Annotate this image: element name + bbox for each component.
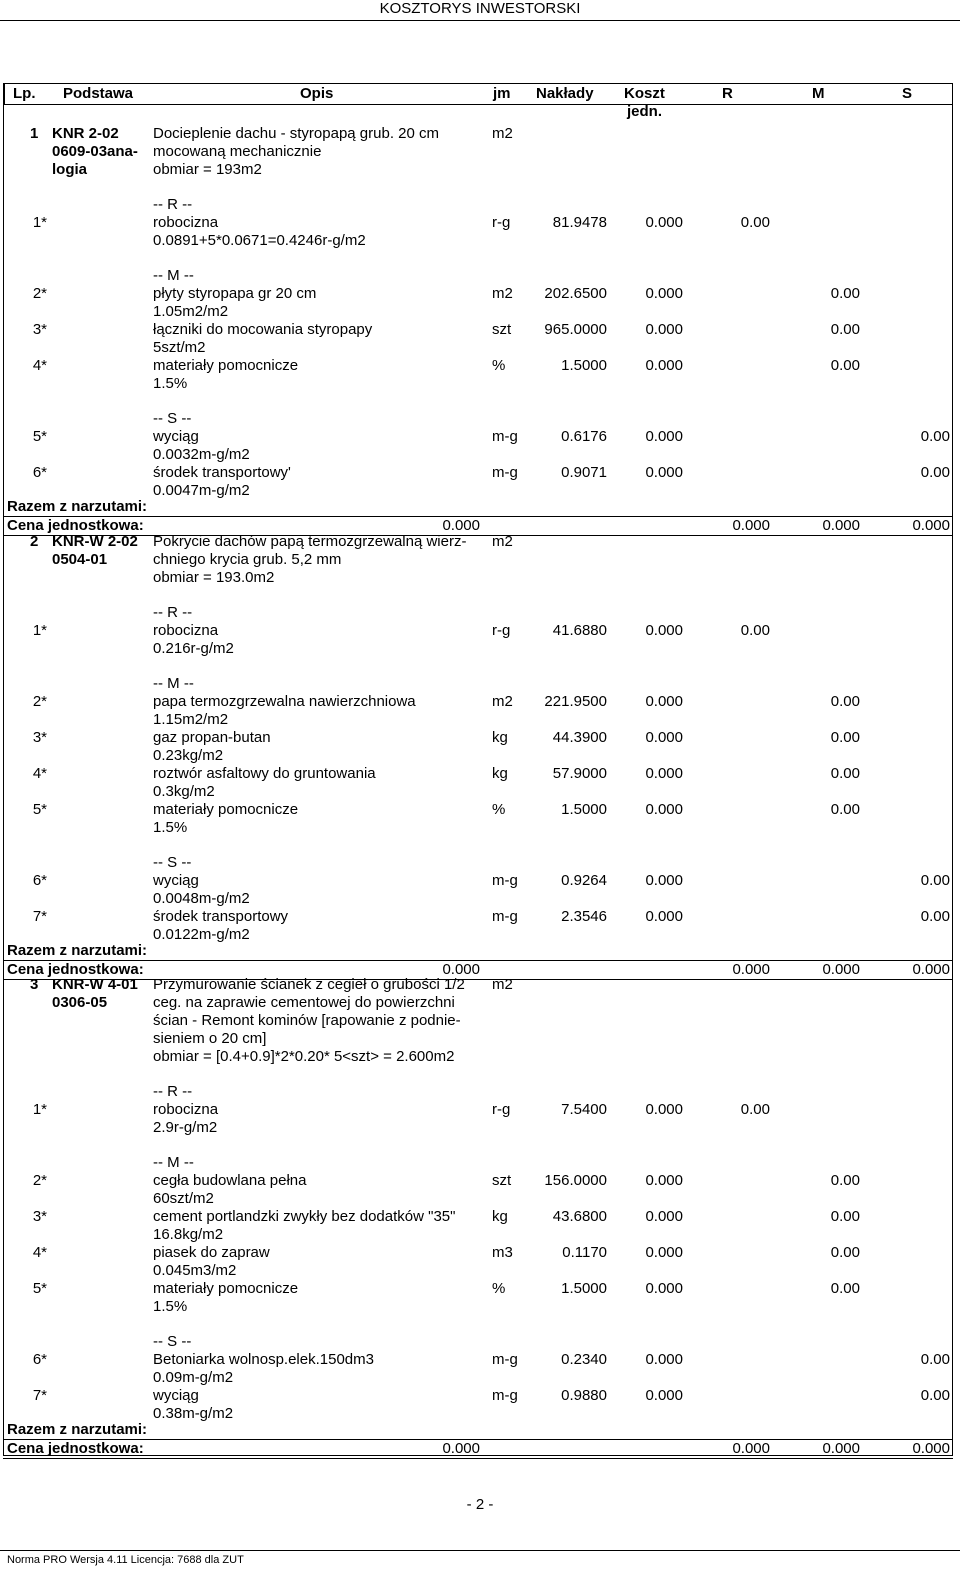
resource-number: 6*: [32, 464, 47, 481]
resource-number: 4*: [32, 357, 47, 374]
resource-name: wyciąg: [153, 1387, 199, 1404]
resource-name: materiały pomocnicze: [153, 357, 299, 374]
resource-unit-cost: 0.000: [645, 693, 683, 710]
resource-norm: 0.38m-g/m2: [153, 1405, 234, 1422]
resource-quantity: 0.1170: [562, 1244, 607, 1261]
resource-quantity: 81.9478: [552, 214, 607, 231]
resource-unit-cost: 0.000: [645, 1351, 683, 1368]
resource-group-label: -- R --: [153, 196, 193, 213]
resource-unit: %: [492, 357, 506, 374]
row-separator: [3, 979, 953, 980]
resource-group-label: -- M --: [153, 267, 194, 284]
resource-value-r: 0.00: [740, 214, 770, 231]
position-unit: m2: [492, 125, 513, 142]
unit-price-r: 0.000: [732, 961, 770, 978]
total-with-markups-label: Razem z narzutami:: [7, 498, 148, 515]
resource-unit-cost: 0.000: [645, 622, 683, 639]
resource-unit-cost: 0.000: [645, 729, 683, 746]
resource-norm: 0.0122m-g/m2: [153, 926, 250, 943]
resource-number: 5*: [32, 428, 47, 445]
resource-value-m: 0.00: [830, 321, 860, 338]
header-rule: [0, 20, 960, 21]
resource-number: 2*: [32, 693, 47, 710]
resource-name: łączniki do mocowania styropapy: [153, 321, 373, 338]
resource-number: 3*: [32, 321, 47, 338]
resource-norm: 60szt/m2: [153, 1190, 214, 1207]
unit-price-r: 0.000: [732, 1440, 770, 1457]
resource-value-r: 0.00: [740, 622, 770, 639]
resource-value-s: 0.00: [920, 872, 950, 889]
resource-number: 1*: [32, 214, 47, 231]
col-podstawa: Podstawa: [63, 85, 134, 102]
resource-number: 3*: [32, 1208, 47, 1225]
resource-name: wyciąg: [153, 428, 199, 445]
resource-value-r: 0.00: [740, 1101, 770, 1118]
resource-unit: %: [492, 801, 506, 818]
resource-number: 7*: [32, 1387, 47, 1404]
position-description: obmiar = 193.0m2: [153, 569, 275, 586]
resource-norm: 0.045m3/m2: [153, 1262, 237, 1279]
resource-quantity: 202.6500: [544, 285, 607, 302]
resource-quantity: 43.6800: [552, 1208, 607, 1225]
col-koszt-jedn: jedn.: [627, 103, 663, 120]
resource-value-m: 0.00: [830, 801, 860, 818]
unit-price-label: Cena jednostkowa:: [7, 517, 144, 534]
resource-group-label: -- M --: [153, 1154, 194, 1171]
resource-number: 4*: [32, 1244, 47, 1261]
resource-quantity: 1.5000: [561, 357, 607, 374]
unit-price-cost: 0.000: [442, 517, 480, 534]
resource-unit-cost: 0.000: [645, 428, 683, 445]
resource-unit-cost: 0.000: [645, 1101, 683, 1118]
resource-value-m: 0.00: [830, 285, 860, 302]
resource-norm: 1.5%: [153, 375, 188, 392]
resource-unit: m-g: [492, 908, 518, 925]
resource-number: 4*: [32, 765, 47, 782]
resource-name: materiały pomocnicze: [153, 1280, 299, 1297]
resource-number: 6*: [32, 872, 47, 889]
resource-quantity: 156.0000: [544, 1172, 607, 1189]
resource-quantity: 0.2340: [561, 1351, 607, 1368]
position-number: 1: [30, 125, 39, 142]
resource-unit: %: [492, 1280, 506, 1297]
resource-quantity: 1.5000: [561, 1280, 607, 1297]
page-number: - 2 -: [466, 1496, 494, 1513]
position-description: ścian - Remont kominów [rapowanie z podnie-: [153, 1012, 461, 1029]
resource-quantity: 1.5000: [561, 801, 607, 818]
col-lp: Lp.: [13, 85, 36, 102]
resource-unit-cost: 0.000: [645, 872, 683, 889]
resource-quantity: 0.9880: [561, 1387, 607, 1404]
position-description: ceg. na zaprawie cementowej do powierzchni: [153, 994, 455, 1011]
resource-unit: m2: [492, 285, 513, 302]
row-separator: [3, 1458, 953, 1459]
resource-unit: szt: [492, 1172, 512, 1189]
position-description: mocowaną mechanicznie: [153, 143, 322, 160]
resource-norm: 0.0048m-g/m2: [153, 890, 250, 907]
position-description: chniego krycia grub. 5,2 mm: [153, 551, 342, 568]
resource-unit: kg: [492, 729, 508, 746]
unit-price-label: Cena jednostkowa:: [7, 961, 144, 978]
position-description: obmiar = [0.4+0.9]*2*0.20* 5<szt> = 2.600m2: [153, 1048, 455, 1065]
position-number: 3: [30, 976, 39, 993]
resource-value-m: 0.00: [830, 1280, 860, 1297]
resource-quantity: 57.9000: [552, 765, 607, 782]
resource-quantity: 221.9500: [544, 693, 607, 710]
resource-value-s: 0.00: [920, 428, 950, 445]
resource-unit-cost: 0.000: [645, 321, 683, 338]
resource-unit: m-g: [492, 1351, 518, 1368]
position-basis: 0609-03ana-: [52, 143, 138, 160]
position-number: 2: [30, 533, 39, 550]
resource-unit: r-g: [492, 622, 511, 639]
position-description: Przymurowanie ścianek z cegieł o grubości 1/2: [153, 976, 465, 993]
resource-quantity: 7.5400: [561, 1101, 607, 1118]
resource-unit: m-g: [492, 428, 518, 445]
unit-price-s: 0.000: [912, 961, 950, 978]
unit-price-cost: 0.000: [442, 961, 480, 978]
position-description: obmiar = 193m2: [153, 161, 262, 178]
resource-number: 1*: [32, 622, 47, 639]
resource-name: płyty styropapa gr 20 cm: [153, 285, 317, 302]
col-m: M: [812, 85, 825, 102]
software-note: Norma PRO Wersja 4.11 Licencja: 7688 dla ZUT: [7, 1554, 244, 1566]
resource-unit: m-g: [492, 464, 518, 481]
resource-value-s: 0.00: [920, 1351, 950, 1368]
resource-group-label: -- M --: [153, 675, 194, 692]
position-basis: 0504-01: [52, 551, 108, 568]
resource-value-m: 0.00: [830, 1244, 860, 1261]
footer-rule: [0, 1550, 960, 1551]
resource-norm: 0.0032m-g/m2: [153, 446, 250, 463]
resource-name: Betoniarka wolnosp.elek.150dm3: [153, 1351, 374, 1368]
resource-unit-cost: 0.000: [645, 357, 683, 374]
resource-unit: szt: [492, 321, 512, 338]
resource-norm: 0.3kg/m2: [153, 783, 215, 800]
resource-value-m: 0.00: [830, 357, 860, 374]
resource-quantity: 44.3900: [552, 729, 607, 746]
resource-unit-cost: 0.000: [645, 464, 683, 481]
unit-price-label: Cena jednostkowa:: [7, 1440, 144, 1457]
resource-norm: 0.0047m-g/m2: [153, 482, 250, 499]
resource-unit: kg: [492, 1208, 508, 1225]
resource-number: 2*: [32, 1172, 47, 1189]
unit-price-r: 0.000: [732, 517, 770, 534]
resource-name: cegła budowlana pełna: [153, 1172, 307, 1189]
col-s: S: [902, 85, 913, 102]
resource-name: papa termozgrzewalna nawierzchniowa: [153, 693, 416, 710]
resource-norm: 0.23kg/m2: [153, 747, 224, 764]
position-unit: m2: [492, 533, 513, 550]
resource-value-s: 0.00: [920, 464, 950, 481]
resource-group-label: -- S --: [153, 410, 192, 427]
position-unit: m2: [492, 976, 513, 993]
resource-unit-cost: 0.000: [645, 214, 683, 231]
position-description: Pokrycie dachów papą termozgrzewalną wierz-: [153, 533, 467, 550]
resource-unit-cost: 0.000: [645, 1280, 683, 1297]
resource-quantity: 0.9071: [561, 464, 607, 481]
resource-quantity: 0.9264: [561, 872, 607, 889]
resource-norm: 0.216r-g/m2: [153, 640, 234, 657]
resource-group-label: -- R --: [153, 1083, 193, 1100]
position-description: Docieplenie dachu - styropapą grub. 20 cm: [153, 125, 439, 142]
resource-unit: r-g: [492, 214, 511, 231]
resource-number: 6*: [32, 1351, 47, 1368]
resource-unit: kg: [492, 765, 508, 782]
resource-value-m: 0.00: [830, 1208, 860, 1225]
resource-norm: 0.0891+5*0.0671=0.4246r-g/m2: [153, 232, 366, 249]
resource-name: gaz propan-butan: [153, 729, 271, 746]
resource-norm: 0.09m-g/m2: [153, 1369, 234, 1386]
position-basis: 0306-05: [52, 994, 108, 1011]
resource-value-m: 0.00: [830, 693, 860, 710]
total-with-markups-label: Razem z narzutami:: [7, 942, 148, 959]
resource-number: 7*: [32, 908, 47, 925]
resource-name: materiały pomocnicze: [153, 801, 299, 818]
resource-number: 1*: [32, 1101, 47, 1118]
resource-number: 5*: [32, 1280, 47, 1297]
unit-price-s: 0.000: [912, 1440, 950, 1457]
resource-value-m: 0.00: [830, 729, 860, 746]
unit-price-m: 0.000: [822, 961, 860, 978]
resource-quantity: 965.0000: [544, 321, 607, 338]
unit-price-s: 0.000: [912, 517, 950, 534]
resource-unit: m-g: [492, 872, 518, 889]
resource-name: robocizna: [153, 214, 219, 231]
resource-quantity: 41.6880: [552, 622, 607, 639]
resource-unit-cost: 0.000: [645, 1208, 683, 1225]
resource-value-m: 0.00: [830, 1172, 860, 1189]
col-jm: jm: [493, 85, 511, 102]
resource-group-label: -- R --: [153, 604, 193, 621]
resource-norm: 5szt/m2: [153, 339, 206, 356]
total-with-markups-label: Razem z narzutami:: [7, 1421, 148, 1438]
resource-norm: 2.9r-g/m2: [153, 1119, 218, 1136]
resource-unit-cost: 0.000: [645, 285, 683, 302]
resource-unit: m2: [492, 693, 513, 710]
position-basis: KNR-W 4-01: [52, 976, 138, 993]
resource-quantity: 2.3546: [561, 908, 607, 925]
resource-unit-cost: 0.000: [645, 765, 683, 782]
position-description: sieniem o 20 cm]: [153, 1030, 267, 1047]
position-basis: KNR 2-02: [52, 125, 119, 142]
col-koszt: Koszt: [624, 85, 665, 102]
row-separator: [3, 535, 953, 536]
position-basis: logia: [52, 161, 88, 178]
resource-unit-cost: 0.000: [645, 1387, 683, 1404]
resource-name: środek transportowy': [153, 464, 291, 481]
resource-value-s: 0.00: [920, 908, 950, 925]
document-title: KOSZTORYS INWESTORSKI: [379, 0, 581, 17]
resource-name: cement portlandzki zwykły bez dodatków "35": [153, 1208, 456, 1225]
resource-number: 2*: [32, 285, 47, 302]
resource-norm: 1.05m2/m2: [153, 303, 229, 320]
resource-norm: 1.5%: [153, 1298, 188, 1315]
resource-name: środek transportowy: [153, 908, 289, 925]
unit-price-cost: 0.000: [442, 1440, 480, 1457]
resource-group-label: -- S --: [153, 1333, 192, 1350]
resource-name: roztwór asfaltowy do gruntowania: [153, 765, 376, 782]
resource-unit-cost: 0.000: [645, 801, 683, 818]
resource-value-s: 0.00: [920, 1387, 950, 1404]
resource-unit-cost: 0.000: [645, 908, 683, 925]
resource-norm: 1.15m2/m2: [153, 711, 229, 728]
resource-unit: r-g: [492, 1101, 511, 1118]
unit-price-m: 0.000: [822, 517, 860, 534]
resource-name: piasek do zapraw: [153, 1244, 270, 1261]
position-basis: KNR-W 2-02: [52, 533, 138, 550]
col-naklady: Nakłady: [536, 85, 594, 102]
resource-unit: m-g: [492, 1387, 518, 1404]
col-r: R: [722, 85, 733, 102]
column-header-rule: [3, 104, 953, 105]
resource-unit-cost: 0.000: [645, 1172, 683, 1189]
col-opis: Opis: [300, 85, 334, 102]
resource-unit: m3: [492, 1244, 513, 1261]
resource-quantity: 0.6176: [561, 428, 607, 445]
resource-number: 5*: [32, 801, 47, 818]
resource-name: robocizna: [153, 622, 219, 639]
resource-group-label: -- S --: [153, 854, 192, 871]
resource-number: 3*: [32, 729, 47, 746]
resource-norm: 16.8kg/m2: [153, 1226, 224, 1243]
resource-value-m: 0.00: [830, 765, 860, 782]
unit-price-m: 0.000: [822, 1440, 860, 1457]
resource-name: wyciąg: [153, 872, 199, 889]
resource-unit-cost: 0.000: [645, 1244, 683, 1261]
resource-name: robocizna: [153, 1101, 219, 1118]
resource-norm: 1.5%: [153, 819, 188, 836]
